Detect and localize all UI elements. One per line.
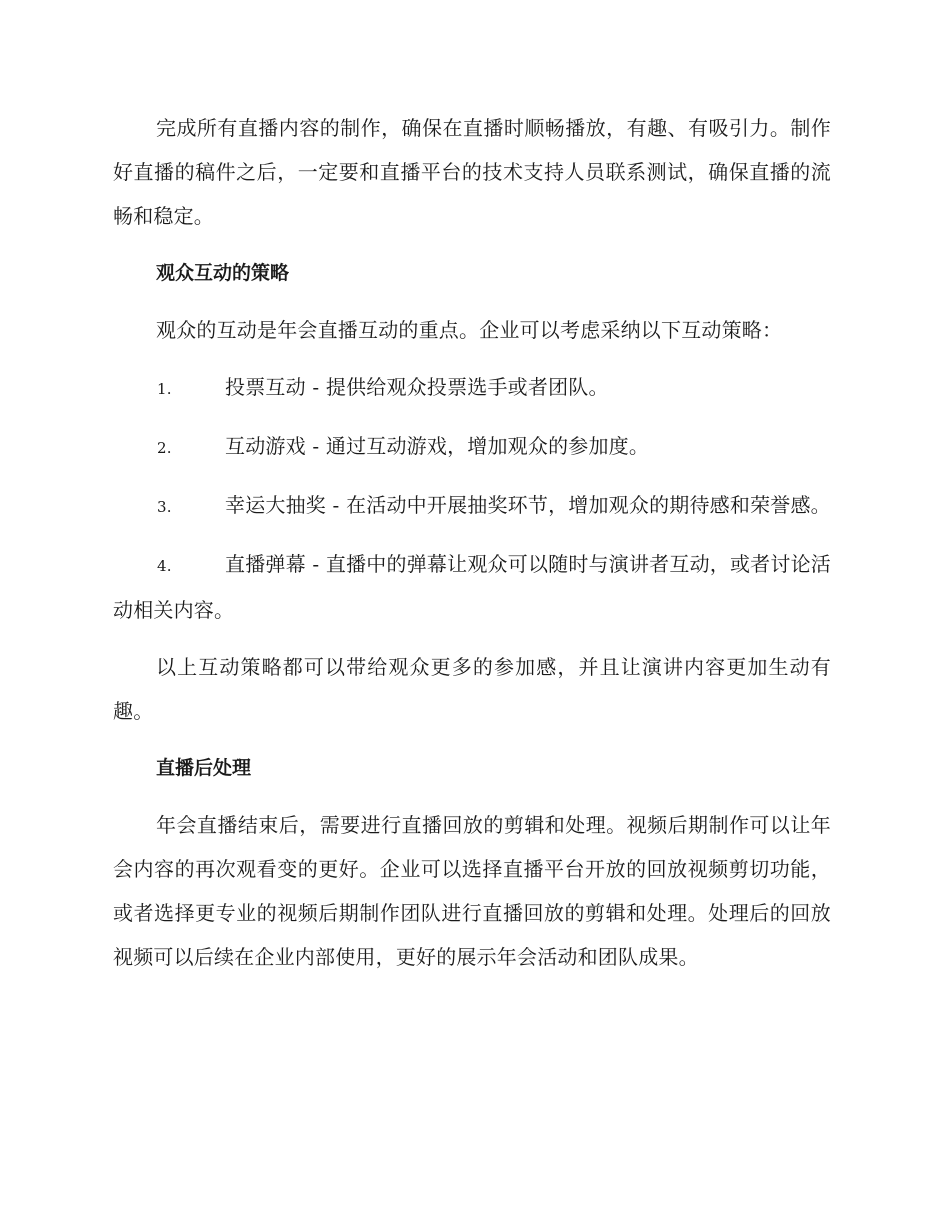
post-processing-paragraph: 年会直播结束后，需要进行直播回放的剪辑和处理。视频后期制作可以让年会内容的再次观看变的更好。企业可以选择直播平台开放的回放视频剪切功能，或者选择更专业的视频后期制作团队进行直播回放的剪辑和处理。处理后的回放视频可以后续在企业内部使用，更好的展示年会活动和团队成果。: [113, 813, 831, 969]
list-text: 幸运大抽奖 - 在活动中开展抽奖环节，增加观众的期待感和荣誉感。: [225, 493, 831, 517]
list-number: 4.: [157, 557, 172, 575]
list-text: 直播弹幕 - 直播中的弹幕让观众可以随时与演讲者互动，或者讨论活动相关内容。: [113, 552, 831, 622]
list-item: [113, 365, 831, 411]
section-heading-audience-interaction: 观众互动的策略: [156, 262, 290, 284]
list-text: 互动游戏 - 通过互动游戏，增加观众的参加度。: [225, 434, 650, 458]
intro-paragraph: 完成所有直播内容的制作，确保在直播时顺畅播放，有趣、有吸引力。制作好直播的稿件之后，一定要和直播平台的技术支持人员联系测试，确保直播的流畅和稳定。: [113, 116, 831, 228]
interaction-summary-paragraph: 以上互动策略都可以带给观众更多的参加感，并且让演讲内容更加生动有趣。: [113, 655, 831, 723]
list-number: 1.: [157, 380, 172, 398]
document-page: [113, 106, 831, 992]
section-heading-post-processing: 直播后处理: [156, 757, 252, 779]
list-text: 投票互动 - 提供给观众投票选手或者团队。: [225, 375, 609, 399]
list-item: [113, 483, 831, 529]
list-item: [113, 424, 831, 470]
interaction-intro-paragraph: 观众的互动是年会直播互动的重点。企业可以考虑采纳以下互动策略：: [156, 318, 783, 342]
list-number: 3.: [157, 498, 172, 516]
list-item: [113, 542, 831, 632]
list-number: 2.: [157, 439, 172, 457]
